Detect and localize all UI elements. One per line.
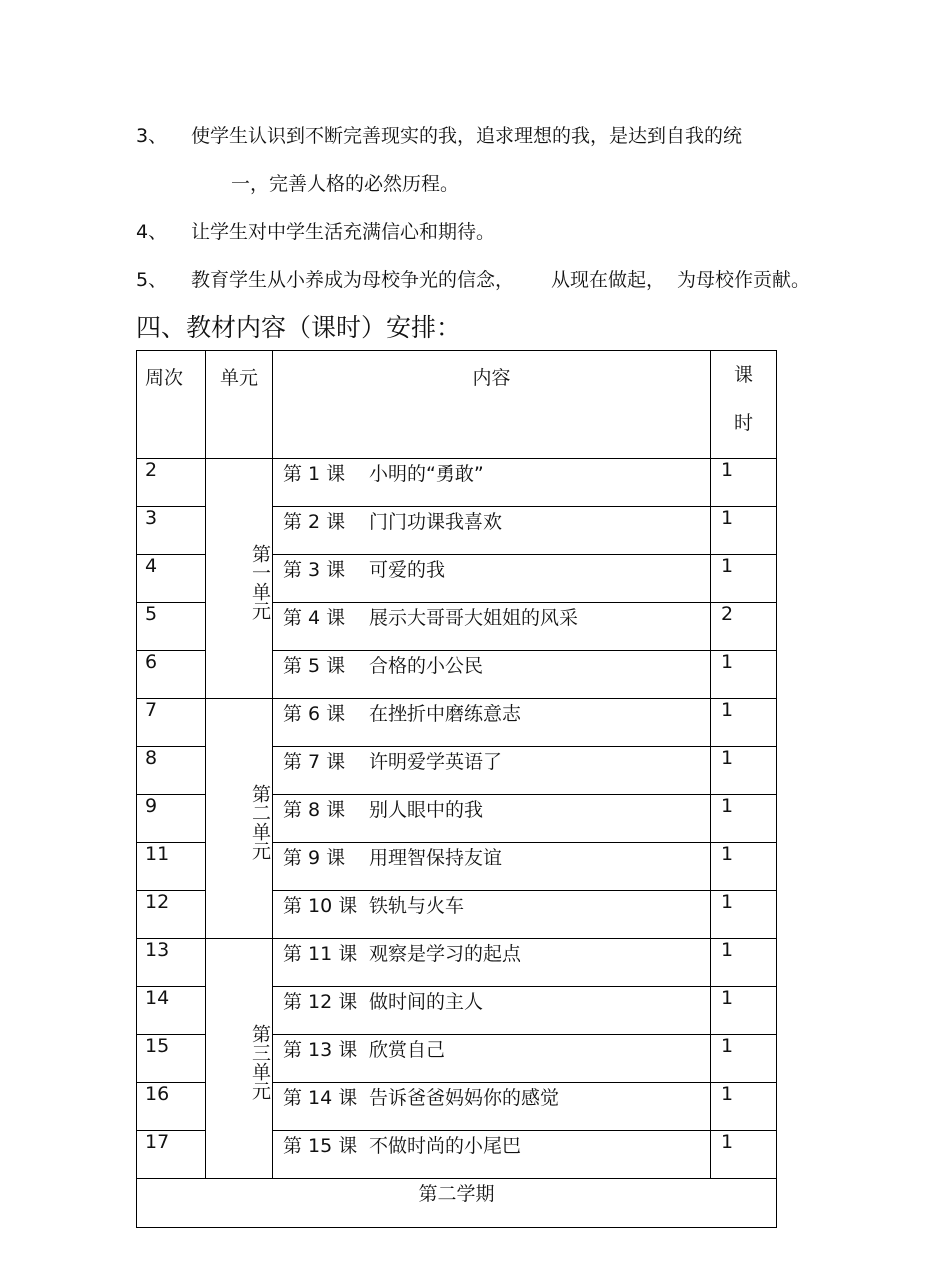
week-cell: 15 xyxy=(137,1035,206,1083)
hours-cell: 1 xyxy=(711,939,777,987)
lesson-title: 用理智保持友谊 xyxy=(369,847,503,869)
lesson-cell xyxy=(273,555,711,603)
goal-text-part: 教育学生从小养成为母校争光的信念， xyxy=(191,269,515,291)
hours-cell: 1 xyxy=(711,795,777,843)
lesson-title: 合格的小公民 xyxy=(369,655,484,677)
week-cell: 4 xyxy=(137,555,206,603)
lesson-number: 第 6 课 xyxy=(283,703,346,725)
lesson-cell xyxy=(273,1131,711,1179)
hours-cell: 1 xyxy=(711,651,777,699)
lesson-cell xyxy=(273,1035,711,1083)
goal-text: 让学生对中学生活充满信心和期待。 xyxy=(191,221,496,243)
hours-cell: 1 xyxy=(711,1035,777,1083)
lesson-title: 不做时尚的小尾巴 xyxy=(369,1135,522,1157)
lesson-title: 可爱的我 xyxy=(369,559,446,581)
header-unit: 单元 xyxy=(206,351,273,459)
hours-cell: 1 xyxy=(711,747,777,795)
lesson-title: 小明的“勇敢” xyxy=(369,463,484,485)
header-hours: 课时 xyxy=(711,351,777,459)
hours-cell: 1 xyxy=(711,507,777,555)
lesson-number: 第 7 课 xyxy=(283,751,346,773)
lesson-title: 告诉爸爸妈妈你的感觉 xyxy=(369,1087,560,1109)
week-cell: 12 xyxy=(137,891,206,939)
unit-cell-2: 第二单元 xyxy=(206,699,273,939)
hours-cell: 1 xyxy=(711,1083,777,1131)
lesson-cell xyxy=(273,699,711,747)
table-row xyxy=(137,939,777,987)
lesson-number: 第 2 课 xyxy=(283,511,346,533)
goal-text-continuation: 一，完善人格的必然历程。 xyxy=(231,173,460,195)
table-row xyxy=(137,699,777,747)
week-cell: 9 xyxy=(137,795,206,843)
week-cell: 8 xyxy=(137,747,206,795)
goal-number: 4、 xyxy=(136,221,168,243)
lesson-cell xyxy=(273,939,711,987)
week-cell: 7 xyxy=(137,699,206,747)
schedule-table xyxy=(136,350,777,1228)
hours-cell: 1 xyxy=(711,555,777,603)
header-week: 周次 xyxy=(137,351,206,459)
table-header-row xyxy=(137,351,777,459)
lesson-title: 门门功课我喜欢 xyxy=(369,511,503,533)
lesson-number: 第 15 课 xyxy=(283,1135,358,1157)
week-cell: 16 xyxy=(137,1083,206,1131)
lesson-cell xyxy=(273,603,711,651)
lesson-title: 观察是学习的起点 xyxy=(369,943,522,965)
lesson-cell xyxy=(273,507,711,555)
week-cell: 5 xyxy=(137,603,206,651)
week-cell: 11 xyxy=(137,843,206,891)
semester-row xyxy=(137,1179,777,1228)
lesson-title: 铁轨与火车 xyxy=(369,895,465,917)
header-content: 内容 xyxy=(273,351,711,459)
lesson-number: 第 14 课 xyxy=(283,1087,358,1109)
lesson-number: 第 11 课 xyxy=(283,943,358,965)
lesson-title: 做时间的主人 xyxy=(369,991,484,1013)
lesson-cell xyxy=(273,987,711,1035)
lesson-cell xyxy=(273,651,711,699)
lesson-cell xyxy=(273,891,711,939)
week-cell: 6 xyxy=(137,651,206,699)
section-heading: 四、教材内容（课时）安排： xyxy=(136,313,462,342)
lesson-number: 第 10 课 xyxy=(283,895,358,917)
lesson-cell xyxy=(273,747,711,795)
hours-cell: 2 xyxy=(711,603,777,651)
hours-cell: 1 xyxy=(711,459,777,507)
lesson-number: 第 3 课 xyxy=(283,559,346,581)
lesson-number: 第 1 课 xyxy=(283,463,346,485)
lesson-title: 欣赏自己 xyxy=(369,1039,446,1061)
week-cell: 3 xyxy=(137,507,206,555)
hours-cell: 1 xyxy=(711,699,777,747)
goal-number: 3、 xyxy=(136,125,168,147)
week-cell: 2 xyxy=(137,459,206,507)
hours-cell: 1 xyxy=(711,987,777,1035)
hours-cell: 1 xyxy=(711,843,777,891)
lesson-title: 许明爱学英语了 xyxy=(369,751,503,773)
lesson-cell xyxy=(273,459,711,507)
lesson-title: 别人眼中的我 xyxy=(369,799,484,821)
lesson-title: 展示大哥哥大姐姐的风采 xyxy=(369,607,579,629)
week-cell: 13 xyxy=(137,939,206,987)
lesson-title: 在挫折中磨练意志 xyxy=(369,703,522,725)
goal-number: 5、 xyxy=(136,269,168,291)
lesson-cell xyxy=(273,795,711,843)
lesson-number: 第 12 课 xyxy=(283,991,358,1013)
goal-text-part: 为母校作贡献。 xyxy=(677,269,811,291)
goal-text: 使学生认识到不断完善现实的我，追求理想的我，是达到自我的统 xyxy=(191,125,743,147)
unit-cell-3: 第三单元 xyxy=(206,939,273,1179)
semester-label: 第二学期 xyxy=(137,1179,777,1228)
lesson-number: 第 5 课 xyxy=(283,655,346,677)
week-cell: 17 xyxy=(137,1131,206,1179)
goal-text-part: 从现在做起， xyxy=(551,269,666,291)
hours-cell: 1 xyxy=(711,891,777,939)
lesson-number: 第 9 课 xyxy=(283,847,346,869)
week-cell: 14 xyxy=(137,987,206,1035)
table-row xyxy=(137,459,777,507)
lesson-cell xyxy=(273,1083,711,1131)
hours-cell: 1 xyxy=(711,1131,777,1179)
lesson-number: 第 13 课 xyxy=(283,1039,358,1061)
unit-cell-1: 第一单元 xyxy=(206,459,273,699)
lesson-number: 第 4 课 xyxy=(283,607,346,629)
lesson-number: 第 8 课 xyxy=(283,799,346,821)
lesson-cell xyxy=(273,843,711,891)
